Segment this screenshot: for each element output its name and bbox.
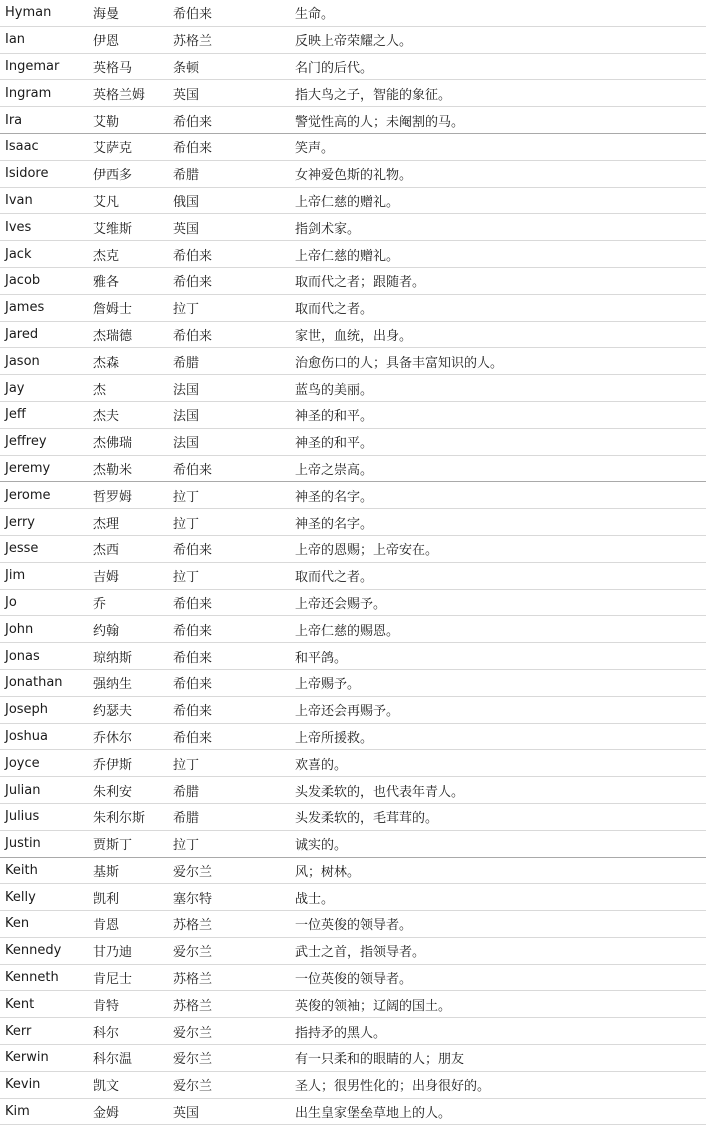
- table-row: [0, 267, 706, 294]
- origin-cell: 希伯来: [173, 133, 295, 160]
- table-row: [0, 375, 706, 402]
- table-row: [0, 669, 706, 696]
- chinese-name-cell: 基斯: [93, 857, 173, 884]
- meaning-cell: 一位英俊的领导者。: [295, 911, 706, 938]
- chinese-name-cell: 吉姆: [93, 562, 173, 589]
- origin-cell: 英国: [173, 214, 295, 241]
- meaning-cell: 名门的后代。: [295, 53, 706, 80]
- origin-cell: 希伯来: [173, 241, 295, 268]
- chinese-name-cell: 乔伊斯: [93, 750, 173, 777]
- table-row: [0, 294, 706, 321]
- meaning-cell: 指大鸟之子，智能的象征。: [295, 80, 706, 107]
- meaning-cell: 诚实的。: [295, 830, 706, 857]
- meaning-cell: 神圣的名字。: [295, 482, 706, 509]
- meaning-cell: 家世，血统，出身。: [295, 321, 706, 348]
- origin-cell: 法国: [173, 401, 295, 428]
- chinese-name-cell: 约翰: [93, 616, 173, 643]
- origin-cell: 爱尔兰: [173, 1071, 295, 1098]
- table-row: [0, 964, 706, 991]
- origin-cell: 爱尔兰: [173, 1018, 295, 1045]
- english-name-cell: Isidore: [0, 160, 93, 187]
- english-name-cell: Kelly: [0, 884, 93, 911]
- english-name-cell: Jerome: [0, 482, 93, 509]
- origin-cell: 希腊: [173, 160, 295, 187]
- english-name-cell: Joseph: [0, 696, 93, 723]
- chinese-name-cell: 雅各: [93, 267, 173, 294]
- chinese-name-cell: 约瑟夫: [93, 696, 173, 723]
- table-row: [0, 509, 706, 536]
- chinese-name-cell: 艾勒: [93, 107, 173, 134]
- meaning-cell: 一位英俊的领导者。: [295, 964, 706, 991]
- table-row: [0, 241, 706, 268]
- table-row: [0, 589, 706, 616]
- table-row: [0, 562, 706, 589]
- table-row: [0, 911, 706, 938]
- chinese-name-cell: 英格马: [93, 53, 173, 80]
- table-row: [0, 133, 706, 160]
- origin-cell: 英国: [173, 80, 295, 107]
- english-name-cell: Kerr: [0, 1018, 93, 1045]
- origin-cell: 希伯来: [173, 589, 295, 616]
- origin-cell: 塞尔特: [173, 884, 295, 911]
- english-name-cell: Ian: [0, 26, 93, 53]
- english-name-cell: Jonathan: [0, 669, 93, 696]
- english-name-cell: Kenneth: [0, 964, 93, 991]
- meaning-cell: 神圣的名字。: [295, 509, 706, 536]
- table-row: [0, 80, 706, 107]
- english-name-cell: John: [0, 616, 93, 643]
- english-name-cell: Jack: [0, 241, 93, 268]
- origin-cell: 爱尔兰: [173, 937, 295, 964]
- chinese-name-cell: 艾凡: [93, 187, 173, 214]
- origin-cell: 希伯来: [173, 669, 295, 696]
- table-row: [0, 214, 706, 241]
- english-name-cell: Jason: [0, 348, 93, 375]
- meaning-cell: 指持矛的黑人。: [295, 1018, 706, 1045]
- origin-cell: 拉丁: [173, 294, 295, 321]
- english-name-cell: Ingram: [0, 80, 93, 107]
- origin-cell: 苏格兰: [173, 991, 295, 1018]
- meaning-cell: 英俊的领袖；辽阔的国土。: [295, 991, 706, 1018]
- chinese-name-cell: 乔: [93, 589, 173, 616]
- table-row: [0, 160, 706, 187]
- english-name-cell: Jay: [0, 375, 93, 402]
- chinese-name-cell: 肯特: [93, 991, 173, 1018]
- table-row: [0, 455, 706, 482]
- origin-cell: 苏格兰: [173, 911, 295, 938]
- table-row: [0, 696, 706, 723]
- english-name-cell: Jesse: [0, 535, 93, 562]
- english-name-cell: Justin: [0, 830, 93, 857]
- origin-cell: 拉丁: [173, 830, 295, 857]
- english-name-cell: Ives: [0, 214, 93, 241]
- meaning-cell: 出生皇家堡垒草地上的人。: [295, 1098, 706, 1125]
- meaning-cell: 上帝仁慈的赐恩。: [295, 616, 706, 643]
- origin-cell: 拉丁: [173, 482, 295, 509]
- meaning-cell: 取而代之者。: [295, 562, 706, 589]
- english-name-cell: Jim: [0, 562, 93, 589]
- english-name-cell: Jeremy: [0, 455, 93, 482]
- origin-cell: 爱尔兰: [173, 857, 295, 884]
- chinese-name-cell: 肯尼士: [93, 964, 173, 991]
- origin-cell: 英国: [173, 1098, 295, 1125]
- meaning-cell: 神圣的和平。: [295, 428, 706, 455]
- chinese-name-cell: 琼纳斯: [93, 643, 173, 670]
- origin-cell: 条顿: [173, 53, 295, 80]
- english-name-cell: Ira: [0, 107, 93, 134]
- meaning-cell: 指剑术家。: [295, 214, 706, 241]
- meaning-cell: 神圣的和平。: [295, 401, 706, 428]
- table-row: [0, 107, 706, 134]
- meaning-cell: 有一只柔和的眼睛的人；朋友: [295, 1045, 706, 1072]
- chinese-name-cell: 杰佛瑞: [93, 428, 173, 455]
- origin-cell: 希伯来: [173, 723, 295, 750]
- origin-cell: 希伯来: [173, 321, 295, 348]
- origin-cell: 希伯来: [173, 616, 295, 643]
- english-name-cell: Julian: [0, 777, 93, 804]
- origin-cell: 希腊: [173, 348, 295, 375]
- origin-cell: 拉丁: [173, 750, 295, 777]
- table-row: [0, 1071, 706, 1098]
- origin-cell: 苏格兰: [173, 26, 295, 53]
- chinese-name-cell: 艾萨克: [93, 133, 173, 160]
- meaning-cell: 蓝鸟的美丽。: [295, 375, 706, 402]
- meaning-cell: 反映上帝荣耀之人。: [295, 26, 706, 53]
- english-name-cell: Keith: [0, 857, 93, 884]
- origin-cell: 希伯来: [173, 267, 295, 294]
- table-row: [0, 26, 706, 53]
- table-row: [0, 535, 706, 562]
- english-name-cell: Isaac: [0, 133, 93, 160]
- chinese-name-cell: 乔休尔: [93, 723, 173, 750]
- origin-cell: 拉丁: [173, 562, 295, 589]
- english-name-cell: Kevin: [0, 1071, 93, 1098]
- origin-cell: 苏格兰: [173, 964, 295, 991]
- english-name-cell: Jerry: [0, 509, 93, 536]
- table-row: [0, 991, 706, 1018]
- chinese-name-cell: 艾维斯: [93, 214, 173, 241]
- meaning-cell: 取而代之者。: [295, 294, 706, 321]
- table-row: [0, 428, 706, 455]
- table-row: [0, 187, 706, 214]
- chinese-name-cell: 凯利: [93, 884, 173, 911]
- chinese-name-cell: 金姆: [93, 1098, 173, 1125]
- origin-cell: 希伯来: [173, 107, 295, 134]
- english-name-cell: Kennedy: [0, 937, 93, 964]
- table-row: [0, 884, 706, 911]
- meaning-cell: 上帝还会再赐予。: [295, 696, 706, 723]
- table-row: [0, 321, 706, 348]
- meaning-cell: 头发柔软的，毛茸茸的。: [295, 803, 706, 830]
- table-row: [0, 0, 706, 26]
- chinese-name-cell: 贾斯丁: [93, 830, 173, 857]
- meaning-cell: 女神爱色斯的礼物。: [295, 160, 706, 187]
- english-name-cell: Ivan: [0, 187, 93, 214]
- meaning-cell: 欢喜的。: [295, 750, 706, 777]
- chinese-name-cell: 甘乃迪: [93, 937, 173, 964]
- chinese-name-cell: 杰瑞德: [93, 321, 173, 348]
- table-row: [0, 401, 706, 428]
- meaning-cell: 生命。: [295, 0, 706, 26]
- origin-cell: 希腊: [173, 777, 295, 804]
- table-row: [0, 616, 706, 643]
- english-name-cell: Kerwin: [0, 1045, 93, 1072]
- english-name-cell: James: [0, 294, 93, 321]
- origin-cell: 希伯来: [173, 0, 295, 26]
- table-row: [0, 723, 706, 750]
- chinese-name-cell: 杰克: [93, 241, 173, 268]
- chinese-name-cell: 杰: [93, 375, 173, 402]
- english-name-cell: Jeff: [0, 401, 93, 428]
- meaning-cell: 上帝赐予。: [295, 669, 706, 696]
- meaning-cell: 上帝的恩赐；上帝安在。: [295, 535, 706, 562]
- chinese-name-cell: 朱利安: [93, 777, 173, 804]
- chinese-name-cell: 杰理: [93, 509, 173, 536]
- chinese-name-cell: 海曼: [93, 0, 173, 26]
- english-name-cell: Hyman: [0, 0, 93, 26]
- chinese-name-cell: 伊西多: [93, 160, 173, 187]
- english-name-cell: Kent: [0, 991, 93, 1018]
- chinese-name-cell: 杰夫: [93, 401, 173, 428]
- origin-cell: 拉丁: [173, 509, 295, 536]
- table-row: [0, 937, 706, 964]
- meaning-cell: 取而代之者；跟随者。: [295, 267, 706, 294]
- chinese-name-cell: 肯恩: [93, 911, 173, 938]
- chinese-name-cell: 强纳生: [93, 669, 173, 696]
- english-name-cell: Jonas: [0, 643, 93, 670]
- chinese-name-cell: 凯文: [93, 1071, 173, 1098]
- table-row: [0, 803, 706, 830]
- origin-cell: 希伯来: [173, 535, 295, 562]
- meaning-cell: 治愈伤口的人；具备丰富知识的人。: [295, 348, 706, 375]
- chinese-name-cell: 詹姆士: [93, 294, 173, 321]
- meaning-cell: 上帝之崇高。: [295, 455, 706, 482]
- meaning-cell: 风；树林。: [295, 857, 706, 884]
- origin-cell: 希伯来: [173, 696, 295, 723]
- english-name-cell: Kim: [0, 1098, 93, 1125]
- meaning-cell: 圣人；很男性化的；出身很好的。: [295, 1071, 706, 1098]
- table-row: [0, 643, 706, 670]
- meaning-cell: 上帝所援救。: [295, 723, 706, 750]
- chinese-name-cell: 科尔: [93, 1018, 173, 1045]
- chinese-name-cell: 伊恩: [93, 26, 173, 53]
- chinese-name-cell: 英格兰姆: [93, 80, 173, 107]
- meaning-cell: 战士。: [295, 884, 706, 911]
- origin-cell: 爱尔兰: [173, 1045, 295, 1072]
- english-name-cell: Jeffrey: [0, 428, 93, 455]
- english-name-cell: Joshua: [0, 723, 93, 750]
- english-name-cell: Jacob: [0, 267, 93, 294]
- meaning-cell: 上帝还会赐予。: [295, 589, 706, 616]
- origin-cell: 希伯来: [173, 643, 295, 670]
- english-name-cell: Joyce: [0, 750, 93, 777]
- chinese-name-cell: 朱利尔斯: [93, 803, 173, 830]
- english-name-cell: Jo: [0, 589, 93, 616]
- chinese-name-cell: 杰西: [93, 535, 173, 562]
- origin-cell: 希腊: [173, 803, 295, 830]
- table-row: [0, 1018, 706, 1045]
- table-row: [0, 1098, 706, 1125]
- meaning-cell: 上帝仁慈的赠礼。: [295, 187, 706, 214]
- table-row: [0, 830, 706, 857]
- meaning-cell: 上帝仁慈的赠礼。: [295, 241, 706, 268]
- english-name-cell: Jared: [0, 321, 93, 348]
- origin-cell: 希伯来: [173, 455, 295, 482]
- table-row: [0, 1045, 706, 1072]
- origin-cell: 俄国: [173, 187, 295, 214]
- chinese-name-cell: 杰森: [93, 348, 173, 375]
- meaning-cell: 笑声。: [295, 133, 706, 160]
- english-name-cell: Ken: [0, 911, 93, 938]
- origin-cell: 法国: [173, 375, 295, 402]
- table-row: [0, 857, 706, 884]
- origin-cell: 法国: [173, 428, 295, 455]
- chinese-name-cell: 杰勒米: [93, 455, 173, 482]
- table-row: [0, 53, 706, 80]
- meaning-cell: 武士之首，指领导者。: [295, 937, 706, 964]
- table-row: [0, 482, 706, 509]
- table-row: [0, 348, 706, 375]
- meaning-cell: 警觉性高的人；未阉割的马。: [295, 107, 706, 134]
- table-row: [0, 750, 706, 777]
- english-name-cell: Ingemar: [0, 53, 93, 80]
- meaning-cell: 头发柔软的，也代表年青人。: [295, 777, 706, 804]
- chinese-name-cell: 哲罗姆: [93, 482, 173, 509]
- chinese-name-cell: 科尔温: [93, 1045, 173, 1072]
- meaning-cell: 和平鸽。: [295, 643, 706, 670]
- table-row: [0, 777, 706, 804]
- english-name-cell: Julius: [0, 803, 93, 830]
